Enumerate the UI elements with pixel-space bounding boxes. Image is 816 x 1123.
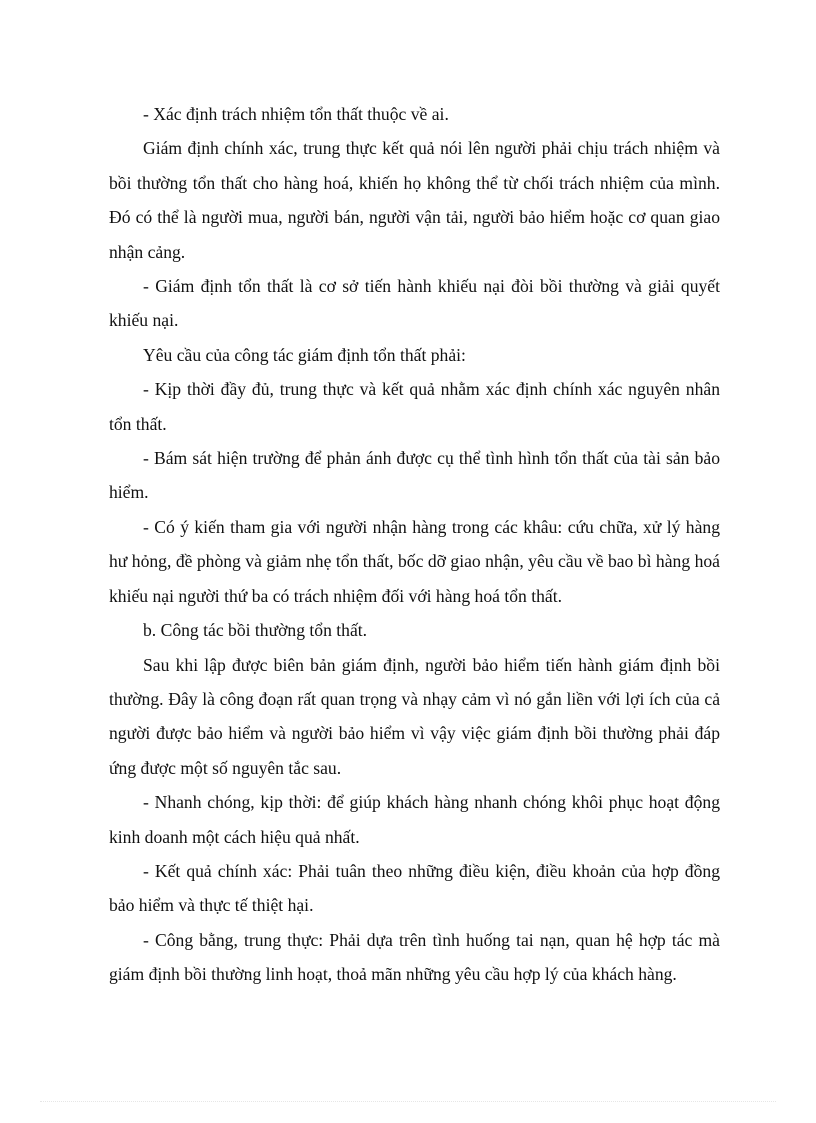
paragraph: - Có ý kiến tham gia với người nhận hàng trong các khâu: cứu chữa, xử lý hàng hư hỏng, đề phòng và giảm nhẹ tổn thất, bốc dỡ giao nhận, yêu cầu về bao bì hàng hoá khiếu nại người thứ ba có trách nhiệm đối với hàng hoá tổn thất. — [109, 516, 720, 606]
paragraph: - Công bằng, trung thực: Phải dựa trên tình huống tai nạn, quan hệ hợp tác mà giám định bồi thường linh hoạt, thoả mãn những yêu cầu hợp lý của khách hàng. — [109, 929, 720, 985]
paragraph: - Kết quả chính xác: Phải tuân theo những điều kiện, điều khoản của hợp đồng bảo hiểm và thực tế thiệt hại. — [109, 860, 720, 916]
paragraph: - Kịp thời đầy đủ, trung thực và kết quả nhằm xác định chính xác nguyên nhân tổn thất. — [109, 379, 720, 434]
paragraph: - Xác định trách nhiệm tổn thất thuộc về ai. — [143, 104, 449, 124]
paragraph: Sau khi lập được biên bản giám định, người bảo hiểm tiến hành giám định bồi thường. Đây là công đoạn rất quan trọng và nhạy cảm vì nó gắn liền với lợi ích của cả người được bảo hiểm và người bảo hiểm vì vậy việc giám định bồi thường phải đáp ứng được một số nguyên tắc sau. — [109, 654, 720, 778]
page-bottom-divider — [40, 1101, 776, 1102]
paragraph: - Giám định tổn thất là cơ sở tiến hành khiếu nại đòi bồi thường và giải quyết khiếu nại. — [109, 276, 720, 331]
paragraph: Yêu cầu của công tác giám định tổn thất phải: — [143, 344, 466, 365]
section-heading: b. Công tác bồi thường tổn thất. — [143, 620, 368, 641]
paragraph: - Nhanh chóng, kịp thời: để giúp khách hàng nhanh chóng khôi phục hoạt động kinh doanh một cách hiệu quả nhất. — [109, 792, 720, 847]
paragraph: Giám định chính xác, trung thực kết quả nói lên người phải chịu trách nhiệm và bồi thường tổn thất cho hàng hoá, khiến họ không thể từ chối trách nhiệm của mình. Đó có thể là người mua, người bán, người vận tải, người bảo hiểm hoặc cơ quan giao nhận cảng. — [109, 138, 720, 262]
paragraph: - Bám sát hiện trường để phản ánh được cụ thể tình hình tổn thất của tài sản bảo hiểm. — [109, 448, 720, 503]
document-body — [109, 97, 720, 992]
